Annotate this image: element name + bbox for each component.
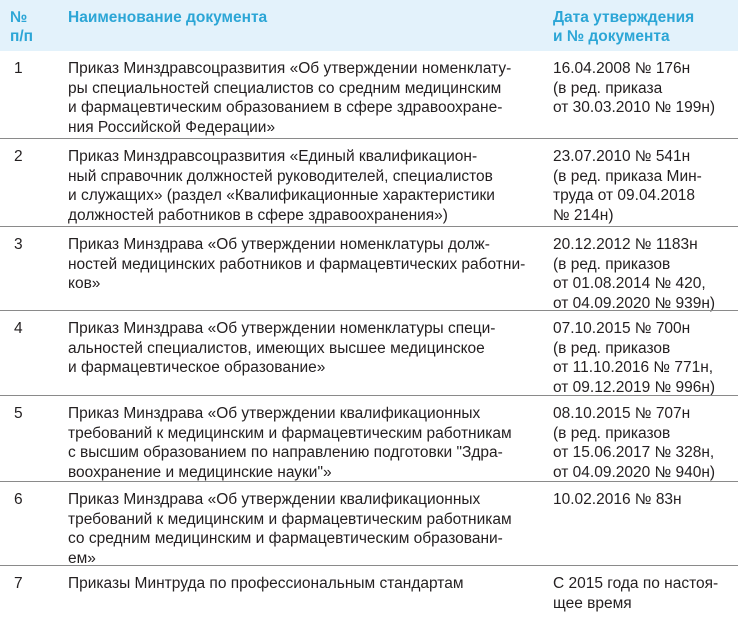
document-date: 08.10.2015 № 707н (в ред. приказов от 15.06.2017 № 328н, от 04.09.2020 № 940н) — [553, 405, 716, 481]
row-number: 1 — [14, 60, 23, 77]
document-name: Приказ Минздрава «Об утверждении квалификационных требований к медицинским и фармацевтическим работникам со средним медицинским и фармацевтическим образовани- ем» — [68, 491, 512, 567]
document-date: 07.10.2015 № 700н (в ред. приказов от 11.10.2016 № 771н, от 09.12.2019 № 996н) — [553, 320, 716, 396]
document-name: Приказ Минздрава «Об утверждении номенклатуры долж- ностей медицинских работников и фармацевтических работни- ков» — [68, 236, 526, 293]
header-approval-date: Дата утверждения и № документа — [553, 9, 695, 45]
document-date: 23.07.2010 № 541н (в ред. приказа Мин- труда от 09.04.2018 № 214н) — [553, 148, 702, 224]
table-row — [0, 227, 738, 311]
document-date: С 2015 года по настоя- щее время — [553, 575, 719, 612]
table-row — [0, 566, 738, 634]
document-name: Приказы Минтруда по профессиональным стандартам — [68, 575, 464, 592]
row-number: 7 — [14, 575, 23, 592]
document-name: Приказ Минздравсоцразвития «Единый квалификацион- ный справочник должностей руководителей, специалистов и служащих» (раздел «Квалификационные характеристики должностей работников в сфере здравоохранения») — [68, 148, 495, 224]
row-number: 4 — [14, 320, 23, 337]
table-row — [0, 311, 738, 396]
table-row — [0, 396, 738, 482]
row-number: 2 — [14, 148, 23, 165]
document-date: 20.12.2012 № 1183н (в ред. приказов от 01.08.2014 № 420, от 04.09.2020 № 939н) — [553, 236, 716, 312]
document-name: Приказ Минздрава «Об утверждении номенклатуры специ- альностей специалистов, имеющих высшее медицинское и фармацевтическое образование» — [68, 320, 496, 377]
document-name: Приказ Минздрава «Об утверждении квалификационных требований к медицинским и фармацевтическим работникам с высшим образованием по направлению подготовки "Здра- воохранение и медицинские науки"» — [68, 405, 512, 481]
document-date: 16.04.2008 № 176н (в ред. приказа от 30.03.2010 № 199н) — [553, 60, 716, 117]
table-row — [0, 51, 738, 139]
table-row — [0, 139, 738, 227]
header-number: № п/п — [10, 9, 34, 45]
table-header — [0, 0, 738, 51]
document-name: Приказ Минздравсоцразвития «Об утверждении номенклату- ры специальностей специалистов со средним медицинским и фармацевтическим образованием в сфере здравоохране- ния Российской Федерации» — [68, 60, 512, 136]
table-row — [0, 482, 738, 566]
row-number: 6 — [14, 491, 23, 508]
row-number: 5 — [14, 405, 23, 422]
row-number: 3 — [14, 236, 23, 253]
document-date: 10.02.2016 № 83н — [553, 491, 682, 508]
header-document-name: Наименование документа — [68, 9, 268, 26]
